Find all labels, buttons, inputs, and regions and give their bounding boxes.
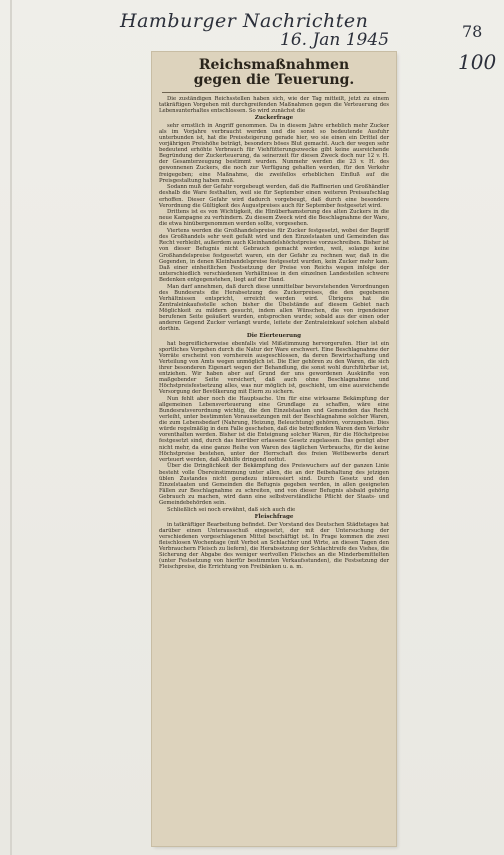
paragraph: Drittens ist es von Wichtigkeit, die Hinüberhamsterung des alten Zuckers in die neue Kampagne zu verhindern. Zu diesem Zweck wird die Beschlagnahme der Ware, die etwa hinübergenommen werden sollte, vorgesehen. (159, 209, 389, 228)
paragraph: Über die Dringlichkeit der Bekämpfung des Preiswuchers auf der ganzen Linie besteht volle Übereinstimmung unter allen, die an der Beibehaltung des jetzigen üblen Zustandes nicht geradezu interessiert sind. Durch Gesetz und den Einzelstaaten und Gemeinden die Befugnis gegeben werden, in allen geeigneten Fällen zur Beschlagnahme zu schreiten, und von dieser Befugnis alsbald gehörig Gebrauch zu machen, wird dann eine selbstverständliche Pflicht der Staats- und Gemeindebehörden sein. (159, 463, 389, 506)
intro-paragraph: Die zuständigen Reichsstellen haben sich, wie der Tag mitteilt, jetzt zu einem tatkräftigen Vorgehen mit durchgreifenden Maßnahmen gegen die Verteuerung des Lebensunterhaltes entschlossen. So wird zunächst die (159, 96, 389, 115)
handwritten-source-note: Hamburger Nachrichten (120, 10, 369, 32)
handwritten-reference-number: 100 (458, 50, 497, 74)
paragraph: hat begreiflicherweise ebenfalls viel Mißstimmung hervorgerufen. Hier ist ein sportliches Vorgehen durch die Natur der Ware erschwert. Eine Beschlagnahme der Vorräte erscheint von vornherein ausgeschlossen, da deren Bewirtschaftung und Verteilung von Amts wegen unmöglich ist. Die Eier gehören zu den Waren, die sich ihrer besonderen Eigenart wegen der Behandlung, die sonst wohl durchführbar ist, entziehen. Wir haben aber auf Grund der uns gewordenen Auskünfte von maßgebender Seite versichert, daß auch ohne Beschlagnahme und Höchstpreisfestsetzung alles, was nur möglich ist, geschieht, um eine ausreichende Versorgung der Bevölkerung mit Eiern zu sichern. (159, 340, 389, 396)
headline-rule (162, 92, 386, 93)
paragraph: sehr ernstlich in Angriff genommen. Da in diesem Jahre erheblich mehr Zucker als im Vorjahre verbraucht werden und die sonst so bedeutende Ausfuhr unterbunden ist, hat die Preissteigerung gerade hier, wo sie einen ein Drittel der vorjährigen Preishöhe beträgt, besonders böses Blut gemacht. Auch der wegen sehr bedeutend erhöhte Verbrauch für Viehfütterungszwecke gibt keine ausreichende Begründung der Zuckerteuerung, da seinerzeit für diesen Zweck doch nur 12 v. H. der Gesamterzeugung bestimmt wurden. Nunmehr werden die 23 v. H. des gewonnenen Zuckers, die noch zur Verfügung gehalten werden, für den Verkehr freigegeben; eine Maßnahme, die zweifellos erheblichen Einfluß auf die Preisgestaltung haben muß. (159, 123, 389, 184)
section-title-fleischfrage: Fleischfrage (254, 513, 294, 520)
handwritten-page-number: 78 (462, 22, 483, 41)
section-title-eierteuerung: Die Eierteuerung (246, 332, 302, 339)
newspaper-clipping (152, 52, 396, 846)
paragraph: Man darf annehmen, daß durch diese unmittelbar bevorstehenden Verordnungen des Bundesrats die Herabsetzung des Zuckerpreises, die den gegebenen Verhältnissen entspricht, erreicht werden wird. Übrigens hat die Zentraleinkaufsstelle schon bisher die Übelstände auf diesem Gebiet nach Möglichkeit zu mildern gesucht, indem allen Wünschen, die von irgendeiner berufenen Seite geäußert wurden, entsprochen wurde; sobald aus der einen oder anderen Gegend Zucker verlangt wurde, leitete der Zentraleinkauf solchen alsbald dorthin. (159, 283, 389, 332)
paragraph: Schließlich sei noch erwähnt, daß sich auch die (167, 506, 296, 513)
article-body (152, 96, 396, 570)
paragraph: Viertens werden die Großhandelspreise für Zucker festgesetzt, wobei der Begriff des Großhandels sehr weit gefaßt wird und den Einzelstaaten und Gemeinden das Recht verbleibt, außerdem auch Kleinhandelshöchstpreise vorzuschreiben. Bisher ist von dieser Befugnis nicht Gebrauch gemacht worden, weil, solange keine Großhandelspreise festgesetzt waren, ein der Gefahr zu rechnen war, daß in die Gegenden, in denen Kleinhandelspreise festgesetzt wurden, kein Zucker mehr kam. Daß einer einheitlichen Festsetzung der Preise von Reichs wegen infolge der unterschiedlich verschiedenen Verhältnisse in den einzelnen Landesteilen schwere Bedenken entgegenstehen, liegt auf der Hand. (159, 228, 389, 283)
headline-line-2: gegen die Teuerung. (193, 72, 355, 88)
section-title-zuckerfrage: Zuckerfrage (254, 115, 294, 122)
article-headline (158, 58, 390, 88)
headline-line-1: Reichsmaßnahmen (198, 57, 350, 73)
paragraph: Sodann muß der Gefahr vorgebeugt werden, daß die Raffinerien und Großhändler deshalb die Ware festhalten, weil sie für September einen weiteren Preisaufschlag erhoffen. Dieser Gefahr wird dadurch vorgebeugt, daß durch eine besondere Verordnung die Gültigkeit des Augustpreises auch für September festgesetzt wird. (159, 184, 389, 209)
paragraph: Nun fehlt aber noch die Hauptsache. Um für eine wirksame Bekämpfung der allgemeinen Lebensverteuerung eine Grundlage zu schaffen, wäre eine Bundesratsverordnung wichtig, die den Einzelstaaten und Gemeinden das Recht verleiht, unter bestimmten Voraussetzungen mit der Beschlagnahme solcher Waren, die zum Lebensbedarf (Nahrung, Heizung, Beleuchtung) gehören, vorzugehen. Dies würde regelmäßig in dem Falle geschehen, daß die betreffenden Waren dem Verkehr vorenthalten werden. Bisher ist die Enteignung solcher Waren, für die Höchstpreise festgesetzt sind, durch das hierüber erlassene Gesetz zugelassen. Das genügt aber nicht mehr, da eine ganze Reihe von Waren des täglichen Verbrauchs, für die keine Höchstpreise bestehen, unter der Herrschaft des freien Wettbewerbs derart verteuert werden, daß Abhilfe dringend nottut. (159, 396, 389, 463)
page-edge-shadow (10, 0, 12, 855)
paragraph: in tatkräftiger Bearbeitung befindet. Der Vorstand des Deutschen Städtetages hat darüber einen Unterausschuß eingesetzt, der mit der Untersuchung der verschiedenen vorgeschlagenen Mittel beschäftigt ist. In Frage kommen die zwei fleischlosen Wochentage (mit Verbot an Schlachter und Wirte, an diesen Tagen den Verbrauchern Fleisch zu liefern), die Herabsetzung der Schlachtreife des Viehes, die Sicherung der Abgabe des weniger wertvollen Fleisches an die Minderbemittelten (unter Festsetzung von hierfür bestimmten Verkaufsstunden), die Festsetzung der Fleischpreise, die Errichtung von Freibänken u. a. m. (159, 521, 389, 570)
handwritten-date-note: 16. Jan 1945 (280, 30, 390, 50)
